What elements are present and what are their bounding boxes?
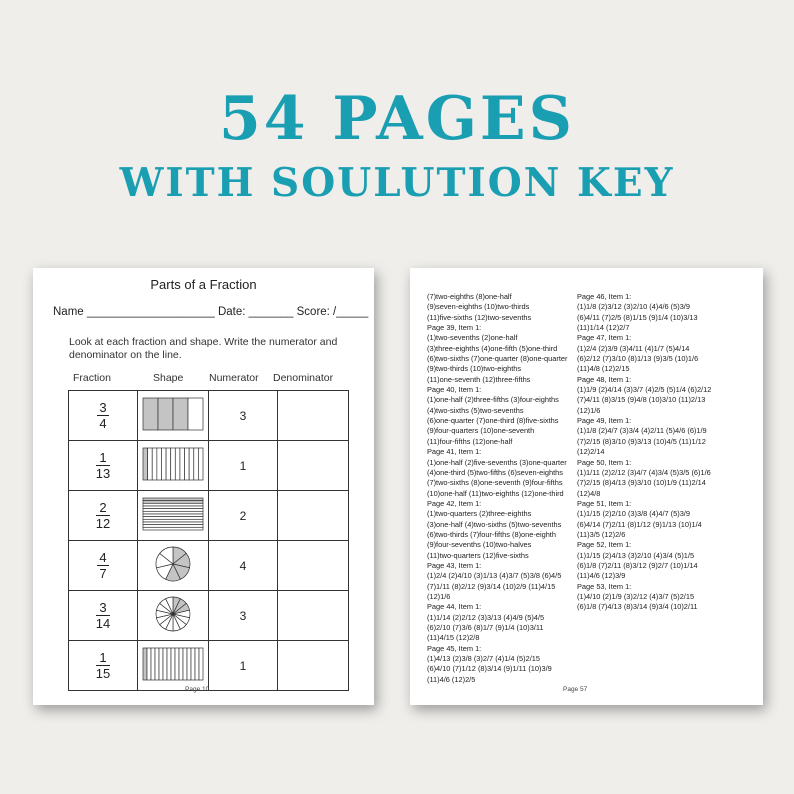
fraction xyxy=(96,601,110,630)
shape-part xyxy=(173,398,188,430)
shape-part xyxy=(143,398,158,430)
shape-part xyxy=(143,527,203,530)
fraction-cell xyxy=(69,441,138,491)
shape-cell xyxy=(138,541,209,591)
fraction-cell xyxy=(69,541,138,591)
shape-part xyxy=(191,648,195,680)
shape-part xyxy=(147,648,151,680)
fraction-denominator: 13 xyxy=(95,465,111,481)
shape-part xyxy=(155,648,159,680)
shape-part xyxy=(195,648,199,680)
fraction-denominator: 4 xyxy=(99,415,107,431)
numerator-answer: 1 xyxy=(209,441,278,491)
numerator-answer: 1 xyxy=(209,641,278,691)
fraction-cell xyxy=(69,641,138,691)
shape-part xyxy=(175,448,180,480)
fraction-rectangle-shape xyxy=(142,447,204,481)
fraction-table xyxy=(68,390,349,691)
worksheet-page xyxy=(33,268,374,705)
fraction xyxy=(97,401,108,430)
answer-key-left-column: (7)two-eighths (8)one-half (9)seven-eighths (10)two-thirds (11)five-sixths (12)two-sevenths Page 39, Item 1: (1)two-sevenths (2)one-half (3)three-eighths (4)one-fifth (5)one-third (6)two-sixths (7)one-quarter (8)one-quarter (9)two-thirds (10)two-eighths (11)one-seventh (12)three-fifths Page 40, Item 1: (1)one-half (2)three-fifths (3)four-eighths (4)two-sixths (5)two-sevenths (6)one-quarter (7)one-third (8)five-sixths (9)four-quarters (10)one-seventh (11)four-fifths (12)one-half Page 41, Item 1: (1)one-half (2)five-sevenths (3)one-quarter (4)one-third (5)two-fifths (6)seven-eighths (7)two-sixths (8)one-seventh (9)four-fifths (10)one-half (11)two-eighths (12)one-third Page 42, Item 1: (1)two-quarters (2)three-eighths (3)one-half (4)two-sixths (5)two-sevenths (6)two-thirds (7)four-fifths (8)one-eighth (9)four-sevenths (10)two-halves (11)two-quarters (12)five-sixths Page 43, Item 1: (1)2/4 (2)4/10 (3)1/13 (4)3/7 (5)3/8 (6)4/5 (7)1/11 (8)2/12 (9)3/14 (10)2/9 (11)4/15 (12)1/6 Page 44, Item 1: (1)1/14 (2)2/12 (3)3/13 (4)4/9 (5)4/5 (6)2/10 (7)3/6 (8)1/7 (9)1/4 (10)3/11 (11)4/15 (12)2/8 Page 45, Item 1: (1)4/13 (2)3/8 (3)2/7 (4)1/4 (5)2/15 (6)4/10 (7)1/12 (8)3/14 (9)1/11 (10)3/9 (11)4/6 (12)2/5 xyxy=(427,292,568,684)
name-date-score-line: Name ____________________ Date: _______ Score: /_____ xyxy=(53,306,369,318)
shape-part xyxy=(189,448,194,480)
shape-part xyxy=(158,398,173,430)
fraction-rectangle-shape xyxy=(142,647,204,681)
fraction-denominator: 7 xyxy=(99,565,107,581)
shape-cell xyxy=(138,591,209,641)
denominator-answer xyxy=(278,591,349,641)
shape-part xyxy=(143,511,203,514)
fraction-denominator: 14 xyxy=(95,615,111,631)
shape-part xyxy=(159,648,163,680)
table-row xyxy=(69,591,349,641)
shape-part xyxy=(143,519,203,522)
shape-cell xyxy=(138,641,209,691)
answer-key-page xyxy=(410,268,763,705)
numerator-answer: 3 xyxy=(209,591,278,641)
shape-part xyxy=(152,448,157,480)
fraction-numerator: 3 xyxy=(99,399,107,415)
fraction-numerator: 1 xyxy=(96,451,110,466)
fraction-cell xyxy=(69,391,138,441)
subheadline: WITH SOULUTION KEY xyxy=(119,160,675,206)
denominator-answer xyxy=(278,491,349,541)
shape-cell xyxy=(138,441,209,491)
shape-part xyxy=(143,522,203,525)
shape-part xyxy=(151,648,155,680)
shape-part xyxy=(143,648,147,680)
shape-part xyxy=(161,448,166,480)
shape-part xyxy=(148,448,153,480)
shape-part xyxy=(157,448,162,480)
shape-part xyxy=(163,648,167,680)
fraction-cell xyxy=(69,491,138,541)
shape-part xyxy=(171,648,175,680)
shape-part xyxy=(194,448,199,480)
shape-part xyxy=(166,448,171,480)
shape-part xyxy=(179,648,183,680)
fraction-numerator: 4 xyxy=(99,549,107,565)
shape-part xyxy=(143,509,203,512)
shape-part xyxy=(143,448,148,480)
column-header-denominator: Denominator xyxy=(273,372,334,384)
column-header-shape: Shape xyxy=(153,372,184,384)
page-number: Page 10 xyxy=(185,686,210,693)
fraction-numerator: 2 xyxy=(96,501,110,516)
shape-part xyxy=(143,525,203,528)
worksheet-title: Parts of a Fraction xyxy=(150,277,257,292)
fraction xyxy=(96,651,110,680)
answer-key-right-column: Page 46, Item 1: (1)1/8 (2)3/12 (3)2/10 (4)4/6 (5)3/9 (6)4/11 (7)2/5 (8)1/15 (9)1/4 (10)3/13 (11)1/14 (12)2/7 Page 47, Item 1: (1)2/4 (2)3/9 (3)4/11 (4)1/7 (5)4/14 (6)2/12 (7)3/10 (8)1/13 (9)3/5 (10)1/6 (11)4/8 (12)2/15 Page 48, Item 1: (1)1/9 (2)4/14 (3)3/7 (4)2/5 (5)1/4 (6)2/12 (7)4/11 (8)3/15 (9)4/8 (10)3/10 (11)2/13 (12)1/6 Page 49, Item 1: (1)1/8 (2)4/7 (3)3/4 (4)2/11 (5)4/6 (6)1/9 (7)2/15 (8)3/10 (9)3/13 (10)4/5 (11)1/12 (12)2/14 Page 50, Item 1: (1)1/11 (2)2/12 (3)4/7 (4)3/4 (5)3/5 (6)1/6 (7)2/15 (8)4/13 (9)3/10 (10)1/9 (11)2/14 (12)4/8 Page 51, Item 1: (1)1/15 (2)2/10 (3)3/8 (4)4/7 (5)3/9 (6)4/14 (7)2/11 (8)1/12 (9)1/13 (10)1/4 (11)3/5 (12)2/6 Page 52, Item 1: (1)1/15 (2)4/13 (3)2/10 (4)3/4 (5)1/5 (6)1/8 (7)2/11 (8)3/12 (9)2/7 (10)1/14 (11)4/6 (12)3/9 Page 53, Item 1: (1)4/10 (2)1/9 (3)2/12 (4)3/7 (5)2/15 (6)1/8 (7)4/13 (8)3/14 (9)3/4 (10)2/11 xyxy=(577,292,712,612)
fraction-denominator: 12 xyxy=(95,515,111,531)
shape-part xyxy=(198,448,203,480)
shape-part xyxy=(143,501,203,504)
fraction-numerator: 3 xyxy=(96,601,110,616)
fraction-numerator: 1 xyxy=(96,651,110,666)
fraction-circle-shape xyxy=(154,595,192,633)
shape-part xyxy=(175,648,179,680)
fraction xyxy=(96,451,110,480)
numerator-answer: 3 xyxy=(209,391,278,441)
table-row xyxy=(69,641,349,691)
shape-part xyxy=(185,448,190,480)
shape-part xyxy=(187,648,191,680)
page-number: Page 57 xyxy=(563,686,588,693)
table-row xyxy=(69,491,349,541)
numerator-answer: 4 xyxy=(209,541,278,591)
denominator-answer xyxy=(278,391,349,441)
fraction xyxy=(96,501,110,530)
numerator-answer: 2 xyxy=(209,491,278,541)
shape-part xyxy=(143,514,203,517)
shape-part xyxy=(188,398,203,430)
shape-cell xyxy=(138,491,209,541)
table-row xyxy=(69,541,349,591)
fraction-rectangle-shape xyxy=(142,497,204,531)
table-row xyxy=(69,391,349,441)
shape-part xyxy=(143,503,203,506)
shape-part xyxy=(143,506,203,509)
denominator-answer xyxy=(278,541,349,591)
shape-part xyxy=(167,648,171,680)
column-header-numerator: Numerator xyxy=(209,372,259,384)
shape-part xyxy=(183,648,187,680)
fraction-circle-shape xyxy=(154,545,192,583)
shape-part xyxy=(143,517,203,520)
fraction-denominator: 15 xyxy=(95,665,111,681)
shape-part xyxy=(171,448,176,480)
headline: 54 PAGES xyxy=(219,84,575,154)
denominator-answer xyxy=(278,441,349,491)
shape-cell xyxy=(138,391,209,441)
table-row xyxy=(69,441,349,491)
shape-part xyxy=(180,448,185,480)
fraction xyxy=(97,551,108,580)
fraction-cell xyxy=(69,591,138,641)
column-header-fraction: Fraction xyxy=(73,372,111,384)
instructions: Look at each fraction and shape. Write the numerator and denominator on the line. xyxy=(69,336,338,361)
denominator-answer xyxy=(278,641,349,691)
shape-part xyxy=(199,648,203,680)
shape-part xyxy=(143,498,203,501)
fraction-rectangle-shape xyxy=(142,397,204,431)
